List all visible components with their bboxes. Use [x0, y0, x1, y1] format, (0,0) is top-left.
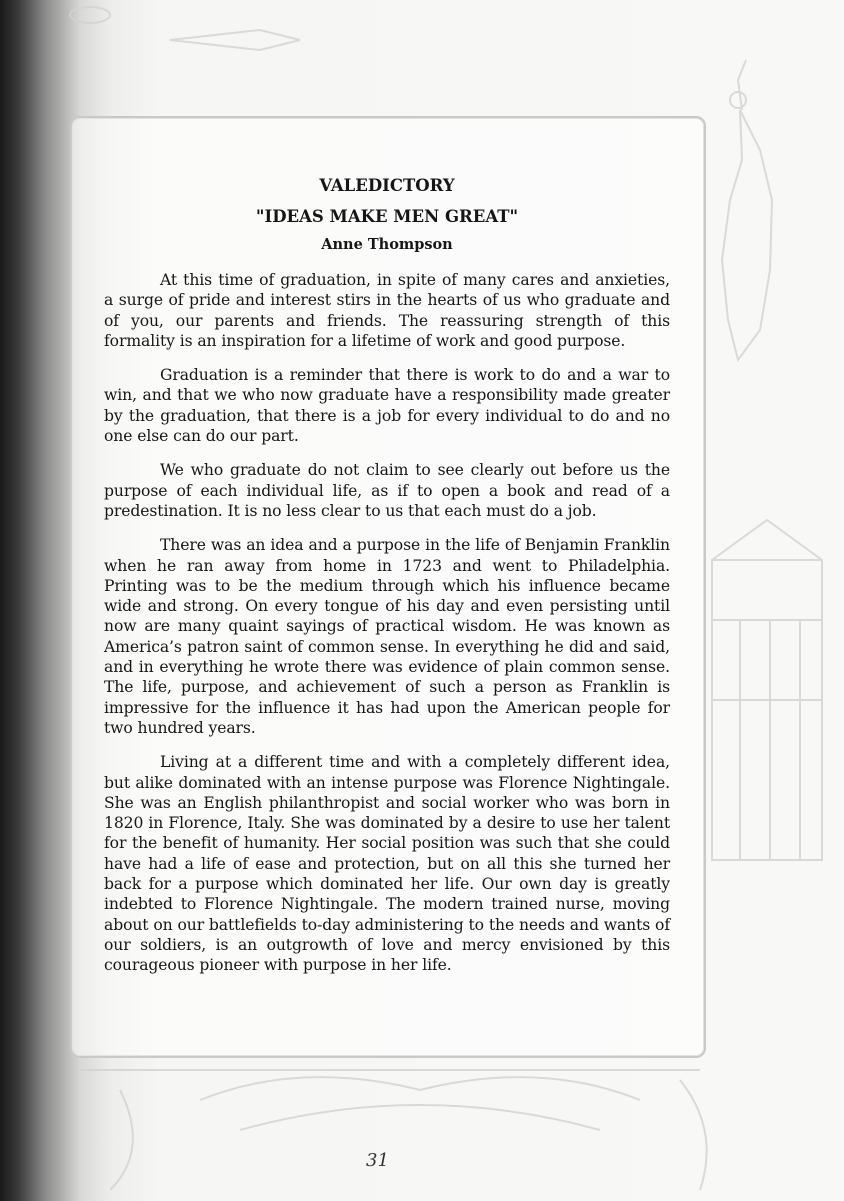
paragraph-2: Graduation is a reminder that there is work to do and a war to win, and that we who now graduate have a responsibility made greater by the graduation, that there is a job for every individual to do and no one else can do our part.: [104, 366, 670, 446]
valedictory-text: [104, 172, 670, 976]
page-number: 31: [366, 1150, 389, 1171]
document-subtitle: "IDEAS MAKE MEN GREAT": [255, 207, 519, 226]
paragraph-4: There was an idea and a purpose in the life of Benjamin Franklin when he ran away from home in 1723 and went to Philadelphia. Printing was to be the medium through which his influence became wide and strong. On every tongue of his day and even persisting until now are many quaint sayings of practical wisdom. He was known as America’s patron saint of common sense. In everything he did and said, and in everything he wrote there was evidence of plain common sense. The life, purpose, and achievement of such a person as Franklin is impressive for the influence it has had upon the American people for two hundred years.: [104, 536, 670, 737]
paragraph-1: At this time of graduation, in spite of many cares and anxieties, a surge of pride and interest stirs in the hearts of us who graduate and of you, our parents and friends. The reassuring strength of this formality is an inspiration for a lifetime of work and good purpose.: [104, 271, 670, 350]
paragraph-3: We who graduate do not claim to see clearly out before us the purpose of each individual life, as if to open a book and read of a predestination. It is no less clear to us that each must do a job.: [104, 461, 670, 520]
paragraph-5: Living at a different time and with a completely different idea, but alike dominated with an intense purpose was Florence Nightingale. She was an English philanthropist and social worker who was born in 1820 in Florence, Italy. She was dominated by a desire to use her talent for the benefit of humanity. Her social position was such that she could have had a life of ease and protection, but on all this she turned her back for a purpose which dominated her life. Our own day is greatly indebted to Florence Nightingale. The modern trained nurse, moving about on our battlefields to-day administering to the needs and wants of our soldiers, is an outgrowth of love and mercy envisioned by this courageous pioneer with purpose in her life.: [104, 753, 670, 975]
author-name: Anne Thompson: [321, 236, 453, 253]
document-title: VALEDICTORY: [319, 176, 455, 195]
